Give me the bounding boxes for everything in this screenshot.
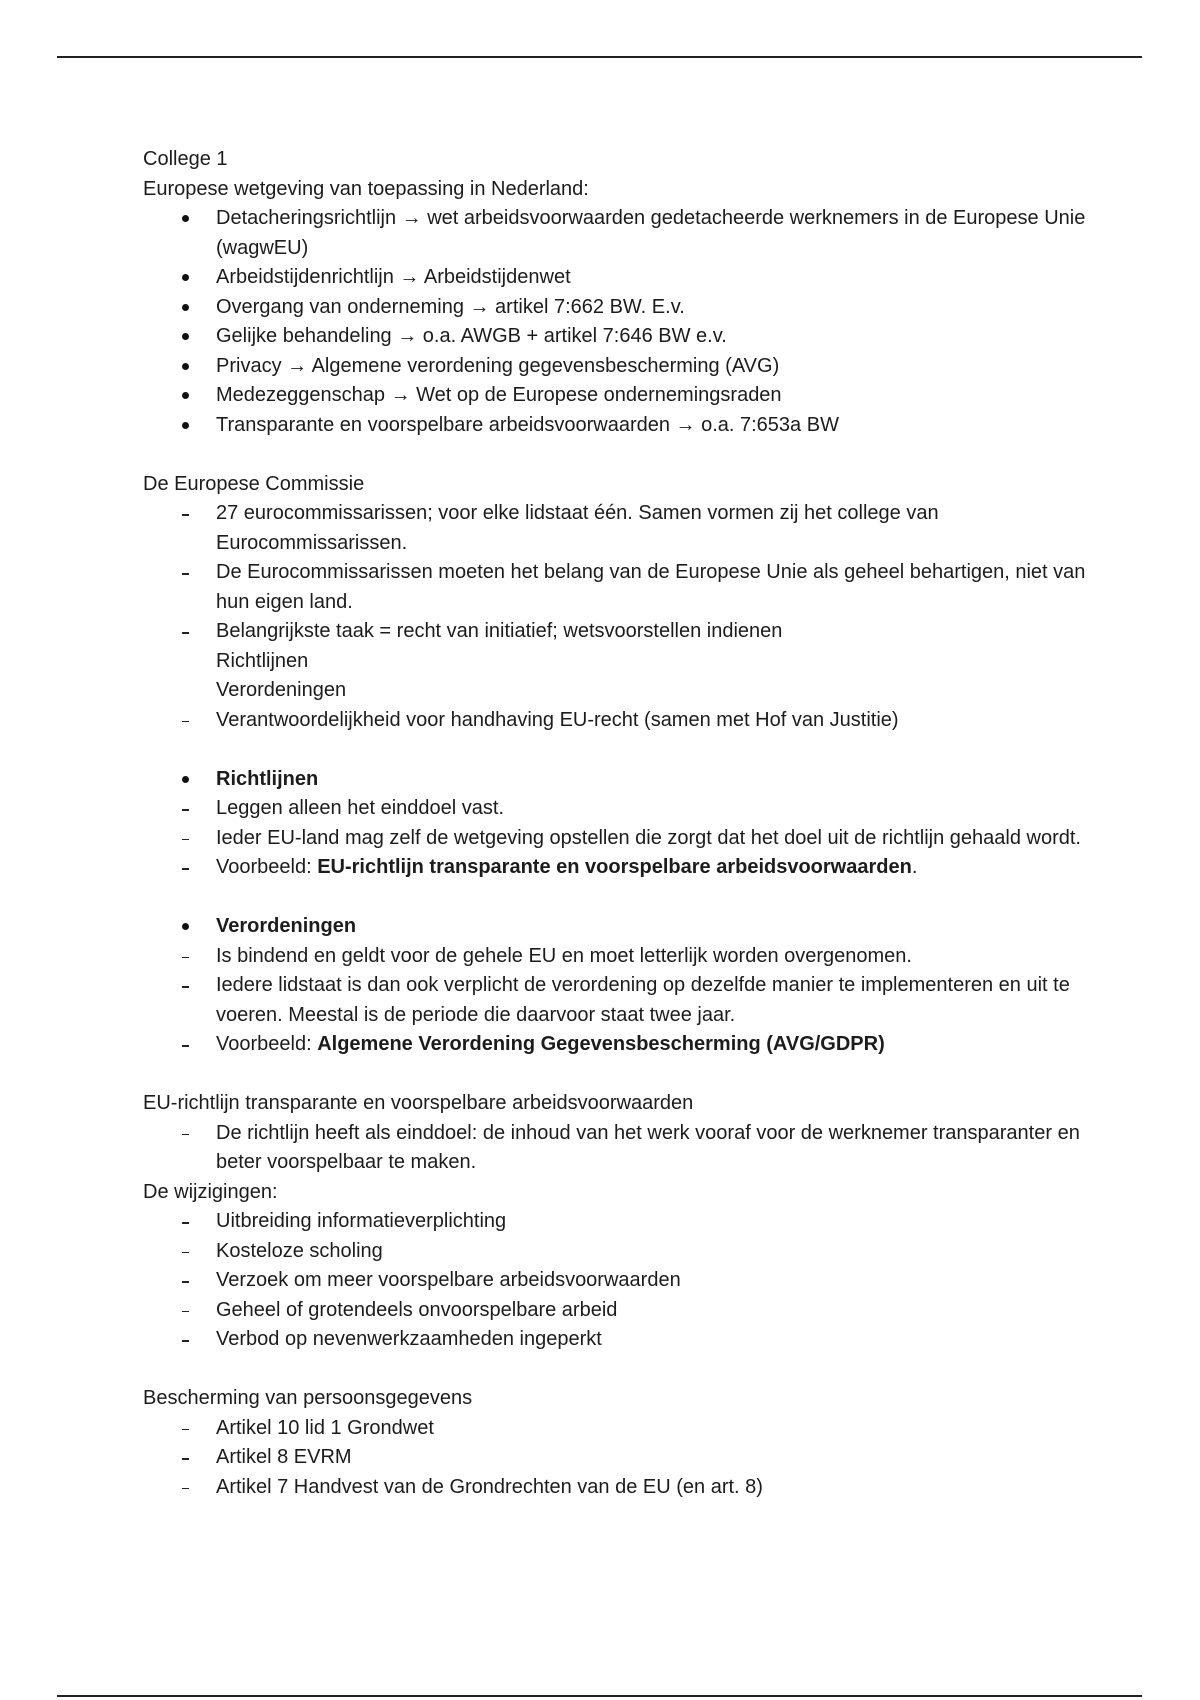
list-item: Leggen alleen het einddoel vast. (216, 797, 505, 819)
list-item: Overgang van onderneming → artikel 7:662 BW. E.v. (216, 295, 685, 318)
section-bescherming-heading: Bescherming van persoonsgegevens (143, 1387, 473, 1409)
changes-heading: De wijzigingen: (143, 1180, 278, 1203)
sub-line: Verordeningen (216, 679, 347, 701)
list-item: De Eurocommissarissen moeten het belang van de Europese Unie als geheel behartigen, niet van hun eigen land. (216, 561, 1086, 613)
list-item: Gelijke behandeling → o.a. AWGB + artikel 7:646 BW e.v. (216, 325, 727, 347)
list-item: De richtlijn heeft als einddoel: de inhoud van het werk vooraf voor de werknemer transparanter en beter voorspelbaar te maken. (216, 1121, 1080, 1173)
footer-rule (57, 1695, 1142, 1697)
list-item: Artikel 7 Handvest van de Grondrechten van de EU (en art. 8) (216, 1475, 763, 1498)
list-item: Belangrijkste taak = recht van initiatief; wetsvoorstellen indienen Richtlijnen Verordeningen (143, 617, 1103, 706)
list-item: Privacy → Algemene verordening gegevensbescherming (AVG) (216, 354, 780, 377)
list-item: Geheel of grotendeels onvoorspelbare arbeid (216, 1298, 618, 1321)
section-commissie-heading: De Europese Commissie (143, 472, 365, 495)
legislation-list (143, 204, 1103, 440)
verordeningen-heading: Verordeningen (216, 915, 357, 937)
list-item: Voorbeeld: Algemene Verordening Gegevensbescherming (AVG/GDPR) (216, 1033, 885, 1055)
eu-richtlijn-list (143, 1119, 1103, 1178)
list-item: Artikel 8 EVRM (216, 1446, 352, 1468)
sub-line: Richtlijnen (216, 649, 309, 672)
richtlijnen-heading: Richtlijnen (216, 767, 319, 790)
header-rule (57, 56, 1142, 58)
list-item: Verzoek om meer voorspelbare arbeidsvoorwaarden (216, 1269, 681, 1291)
list-item: Ieder EU-land mag zelf de wetgeving opstellen die zorgt dat het doel uit de richtlijn gehaald wordt. (216, 826, 1081, 849)
document-title: College 1 (143, 148, 228, 170)
list-item: Arbeidstijdenrichtlijn → Arbeidstijdenwet (216, 266, 571, 288)
list-item: Detacheringsrichtlijn → wet arbeidsvoorwaarden gedetacheerde werknemers in de Europese Unie (wagwEU) (216, 207, 1086, 259)
list-item: Verantwoordelijkheid voor handhaving EU-recht (samen met Hof van Justitie) (216, 708, 899, 731)
bescherming-list (143, 1414, 1103, 1503)
verordeningen-list (143, 912, 1103, 1060)
list-item: Voorbeeld: EU-richtlijn transparante en voorspelbare arbeidsvoorwaarden. (216, 856, 918, 878)
changes-list (143, 1207, 1103, 1355)
list-item: Uitbreiding informatieverplichting (216, 1210, 507, 1232)
richtlijnen-list (143, 765, 1103, 883)
document-body (143, 145, 1103, 1502)
section-eu-richtlijn-heading: EU-richtlijn transparante en voorspelbare arbeidsvoorwaarden (143, 1092, 694, 1114)
list-item: 27 eurocommissarissen; voor elke lidstaat één. Samen vormen zij het college van Eurocommissarissen. (216, 502, 939, 554)
list-item: Verbod op nevenwerkzaamheden ingeperkt (216, 1328, 602, 1350)
list-item: Is bindend en geldt voor de gehele EU en moet letterlijk worden overgenomen. (216, 944, 912, 967)
list-item: Kosteloze scholing (216, 1239, 383, 1262)
section-intro-heading: Europese wetgeving van toepassing in Nederland: (143, 177, 589, 200)
list-item: Medezeggenschap → Wet op de Europese ondernemingsraden (216, 384, 782, 406)
list-item (143, 765, 1103, 795)
list-item: Iedere lidstaat is dan ook verplicht de verordening op dezelfde manier te implementeren en uit te voeren. Meestal is de periode die daarvoor staat twee jaar. (216, 974, 1070, 1026)
commissie-list (143, 499, 1103, 735)
list-item: Transparante en voorspelbare arbeidsvoorwaarden → o.a. 7:653a BW (216, 413, 839, 436)
list-item (143, 912, 1103, 942)
list-item: Artikel 10 lid 1 Grondwet (216, 1416, 434, 1439)
